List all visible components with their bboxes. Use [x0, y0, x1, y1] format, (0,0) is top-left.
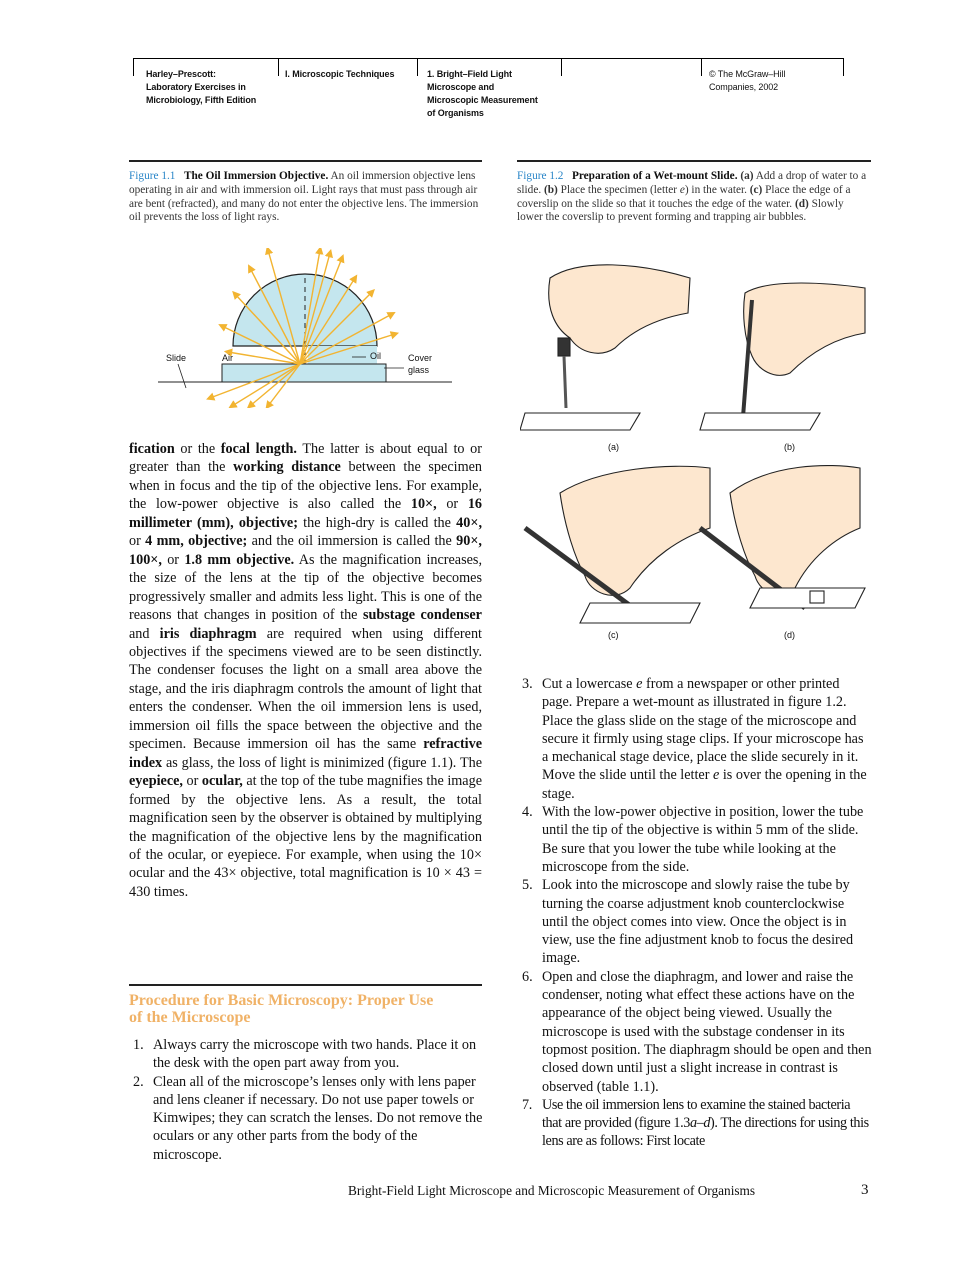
caption-text: Place the specimen (letter	[557, 183, 680, 196]
immersion-oil	[308, 346, 377, 364]
list-item: 3. Cut a lowercase e from a newspaper or other printed page. Prepare a wet-mount as illustrated in figure 1.2. Place the glass slide on the stage of the microscope and secure it firmly using stage clips. If your microscope has a mechanical stage device, place the slide securely in it. Move the slide until the letter e is over the opening in the stage.	[522, 676, 867, 802]
label-cover: Cover	[408, 353, 433, 363]
label-glass: glass	[408, 365, 430, 375]
header-rule	[133, 58, 844, 59]
header-divider	[843, 58, 844, 76]
slide-c	[580, 603, 700, 623]
header-divider	[417, 58, 418, 76]
caption-text: ) in the water.	[684, 183, 750, 196]
slide-a	[520, 413, 640, 430]
procedure-rule	[129, 984, 482, 986]
panel-label-b: (b)	[784, 442, 795, 452]
hand-d	[730, 466, 860, 596]
label-oil: Oil	[370, 351, 381, 361]
figure-1-2-caption	[517, 170, 867, 225]
dropper-bulb	[558, 338, 570, 356]
page-number: 3	[861, 1182, 869, 1198]
procedure-list-left	[133, 1036, 483, 1164]
figure-1-2-number: Figure 1.2	[517, 170, 564, 182]
list-item: 7. Use the oil immersion lens to examine the stained bacteria that are provided (figure 1.3a–d). The directions for using this lens are as follows: First locate	[522, 1096, 869, 1150]
figure-1-1-text: An oil immersion objective lens operating in air and with immersion oil. Light rays that must pass through air are bent (refracted), and many do not enter the objective lens. The immersion oil prevents the loss of light rays.	[129, 170, 479, 224]
list-item: 1. Always carry the microscope with two hands. Place it on the desk with the open part away from you.	[133, 1037, 477, 1072]
oil-immersion-diagram	[150, 248, 460, 408]
caption-letter-e: e	[679, 183, 685, 196]
figure-1-2-rule	[517, 160, 871, 162]
cover-glass	[222, 364, 386, 382]
figure-1-1-rule	[129, 160, 482, 162]
figure-1-2-title: Preparation of a Wet-mount Slide.	[571, 170, 738, 182]
caption-part-d: (d)	[794, 197, 809, 210]
procedure-heading-line1: Procedure for Basic Microscopy: Proper Use	[129, 992, 434, 1009]
header-divider	[561, 58, 562, 76]
slide-b	[700, 413, 820, 430]
header-book-title: Harley–Prescott: Laboratory Exercises in Microbiology, Fifth Edition	[146, 69, 257, 105]
figure-1-1-number: Figure 1.1	[129, 170, 176, 182]
figure-1-1-title: The Oil Immersion Objective.	[183, 170, 329, 182]
procedure-heading-line2: of the Microscope	[129, 1009, 251, 1026]
body-text-left: fication or the focal length. The latter is about equal to or greater than the working distance between the specimen when in focus and the tip of the objective lens. For example, the low-power objective is also called the 10×, or 16 millimeter (mm), objective; the high-dry is called the 40×, or 4 mm, objective; and the oil immersion is called the 90×, 100×, or 1.8 mm objective. As the magnification increases, the size of the lens at the tip of the objective becomes progressively smaller and admits less light. This is one of the reasons that changes in position of the substage condenser and iris diaphragm are required when using different objectives if the specimens viewed are to be seen distinctly. The condenser focuses the light on a small area above the stage, and the iris diaphragm controls the amount of light that enters the condenser. When the oil immersion lens is used, immersion oil fills the space between the objective and the specimen. Because immersion oil has the same refractive index as glass, the loss of light is minimized (figure 1.1). The eyepiece, or ocular, at the top of the tube magnifies the image formed by the objective lens. As a result, the total magnification seen by the observer is obtained by multiplying the magnification of the objective lens by the magnification of the ocular, or eyepiece. For example, when using the 10× ocular and the 43× objective, total magnification is 10 × 43 = 430 times.	[129, 441, 482, 900]
caption-text: Add a drop of water to a slide.	[517, 170, 867, 196]
list-item: 4. With the low-power objective in position, lower the tube until the tip of the objective is within 5 mm of the slide. Be sure that you lower the tube while looking at the microscope from the side.	[522, 804, 864, 875]
list-item: 6. Open and close the diaphragm, and lower and raise the condenser, noting what effect these actions have on the appearance of the object being viewed. Usually the microscope is used with the substage condenser in its topmost position. The diaphragm should be open and then closed down until just a slight increase in contrast is observed (table 1.1).	[522, 968, 872, 1095]
running-header	[133, 58, 844, 128]
label-air: Air	[222, 353, 233, 363]
hand-c	[560, 466, 710, 595]
panel-label-a: (a)	[608, 442, 619, 452]
header-chapter: 1. Bright–Field Light Microscope and Microscopic Measurement of Organisms	[427, 69, 538, 118]
header-part: I. Microscopic Techniques	[285, 69, 395, 79]
slide-d	[750, 588, 865, 608]
wet-mount-illustration	[520, 258, 870, 658]
caption-part-a: (a)	[740, 170, 754, 182]
panel-label-d: (d)	[784, 630, 795, 640]
header-divider	[133, 58, 134, 76]
procedure-heading	[129, 992, 489, 1026]
hand-b	[744, 283, 865, 375]
list-item: 2. Clean all of the microscope’s lenses only with lens paper and lens cleaner if necessary. Do not use paper towels or Kimwipes; they can scratch the lenses. Do not remove the oculars or any other parts from the body of the microscope.	[133, 1073, 483, 1163]
list-item: 5. Look into the microscope and slowly raise the tube by turning the coarse adjustment knob counterclockwise until the object comes into view. Once the object is in view, use the fine adjustment knob to focus the desired image.	[522, 877, 854, 967]
panel-label-c: (c)	[608, 630, 619, 640]
label-slide: Slide	[166, 353, 187, 363]
figure-1-1-caption	[129, 170, 485, 225]
header-copyright: © The McGraw–Hill Companies, 2002	[709, 69, 786, 92]
caption-text: Place the edge of a coverslip on the slide so that it touches the edge of the water.	[517, 183, 851, 210]
caption-part-b: (b)	[544, 183, 558, 196]
header-divider	[701, 58, 702, 76]
header-divider	[278, 58, 279, 76]
procedure-list-right	[522, 675, 872, 1151]
caption-text: Slowly lower the coverslip to prevent forming and trapping air bubbles.	[517, 197, 844, 224]
caption-part-c: (c)	[749, 183, 763, 196]
running-footer: Bright-Field Light Microscope and Microscopic Measurement of Organisms	[348, 1183, 756, 1198]
